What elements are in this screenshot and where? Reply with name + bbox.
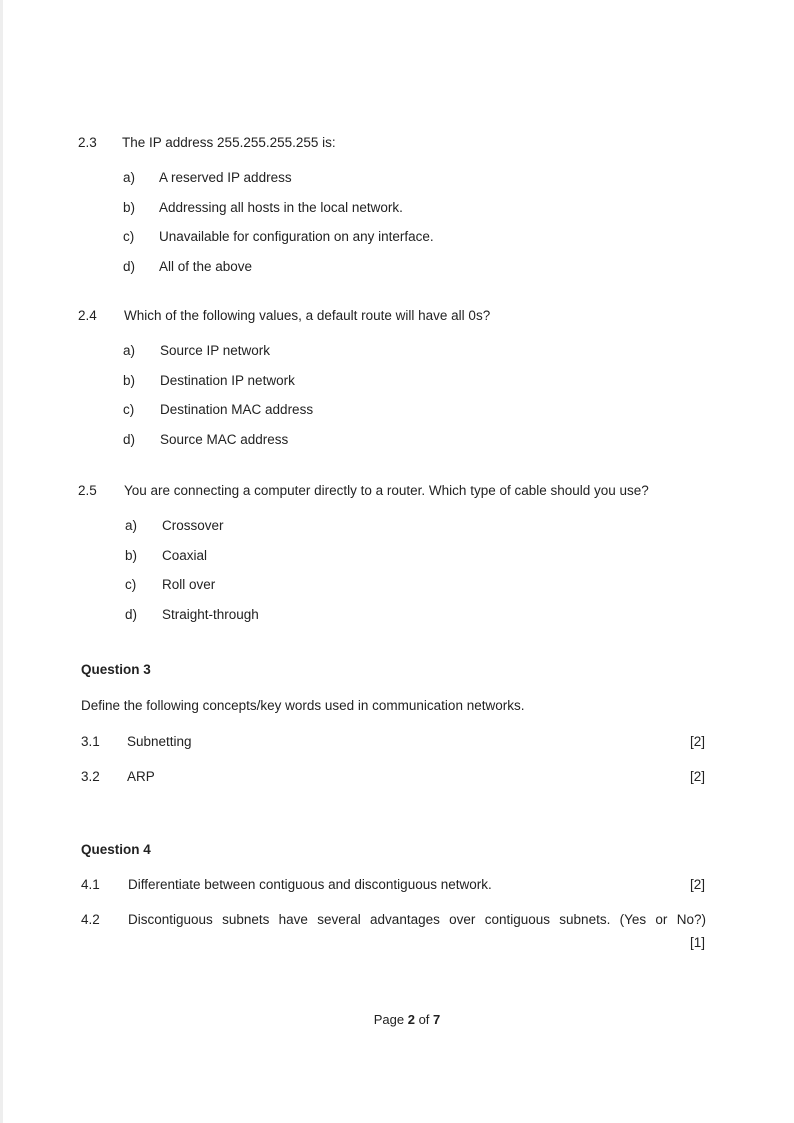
page-total: 7 [433, 1012, 441, 1027]
option-letter: c) [123, 229, 135, 245]
item-text: Differentiate between contiguous and discontiguous network. [128, 877, 492, 892]
option-text: Straight-through [162, 607, 259, 623]
question-3-heading: Question 3 [81, 662, 151, 677]
option-letter: c) [125, 577, 137, 593]
option-text: Unavailable for configuration on any interface. [159, 229, 434, 245]
option-text: Crossover [162, 518, 224, 533]
option-letter: d) [123, 259, 136, 275]
option-letter: c) [123, 402, 135, 418]
option-letter: b) [125, 547, 138, 563]
option-text: Addressing all hosts in the local network. [159, 199, 403, 215]
question-text: The IP address 255.255.255.255 is: [122, 135, 336, 150]
option-letter: a) [125, 518, 138, 533]
option-text: All of the above [159, 259, 253, 275]
option-text: A reserved IP address [159, 170, 292, 185]
item-number: 3.1 [81, 734, 100, 749]
item-text: Discontiguous subnets have several advantages over contiguous subnets. (Yes or No?) [128, 912, 706, 927]
option-text: Coaxial [162, 547, 208, 563]
page-number: 2 [407, 1012, 415, 1027]
option-letter: d) [123, 432, 136, 448]
option-letter: a) [123, 170, 136, 185]
option-letter: b) [123, 372, 136, 388]
footer-mid: of [414, 1012, 434, 1027]
item-text: Subnetting [127, 734, 192, 749]
option-letter: b) [123, 199, 136, 215]
question-number: 2.4 [78, 308, 97, 323]
question-text: You are connecting a computer directly to a router. Which type of cable should you use? [124, 483, 649, 498]
page-footer [0, 1011, 794, 1029]
option-letter: a) [123, 343, 136, 358]
item-mark: [2] [689, 734, 705, 749]
question-text: Which of the following values, a default route will have all 0s? [124, 308, 491, 323]
option-text: Roll over [162, 577, 216, 593]
option-letter: d) [125, 607, 138, 623]
question-number: 2.3 [78, 135, 97, 150]
question-number: 2.5 [78, 483, 97, 498]
item-number: 3.2 [81, 769, 100, 784]
option-text: Source MAC address [160, 432, 289, 448]
option-text: Destination IP network [160, 372, 295, 388]
item-text: ARP [127, 769, 155, 784]
item-mark: [2] [689, 769, 705, 784]
item-mark: [2] [689, 877, 705, 892]
option-text: Source IP network [160, 343, 271, 358]
question-4-heading: Question 4 [81, 842, 151, 857]
page-edge [0, 0, 3, 1123]
item-number: 4.2 [81, 912, 100, 927]
footer-prefix: Page [373, 1012, 408, 1027]
option-text: Destination MAC address [160, 402, 314, 418]
question-3-intro: Define the following concepts/key words used in communication networks. [81, 698, 525, 713]
item-mark: [1] [689, 935, 705, 950]
item-number: 4.1 [81, 877, 100, 892]
